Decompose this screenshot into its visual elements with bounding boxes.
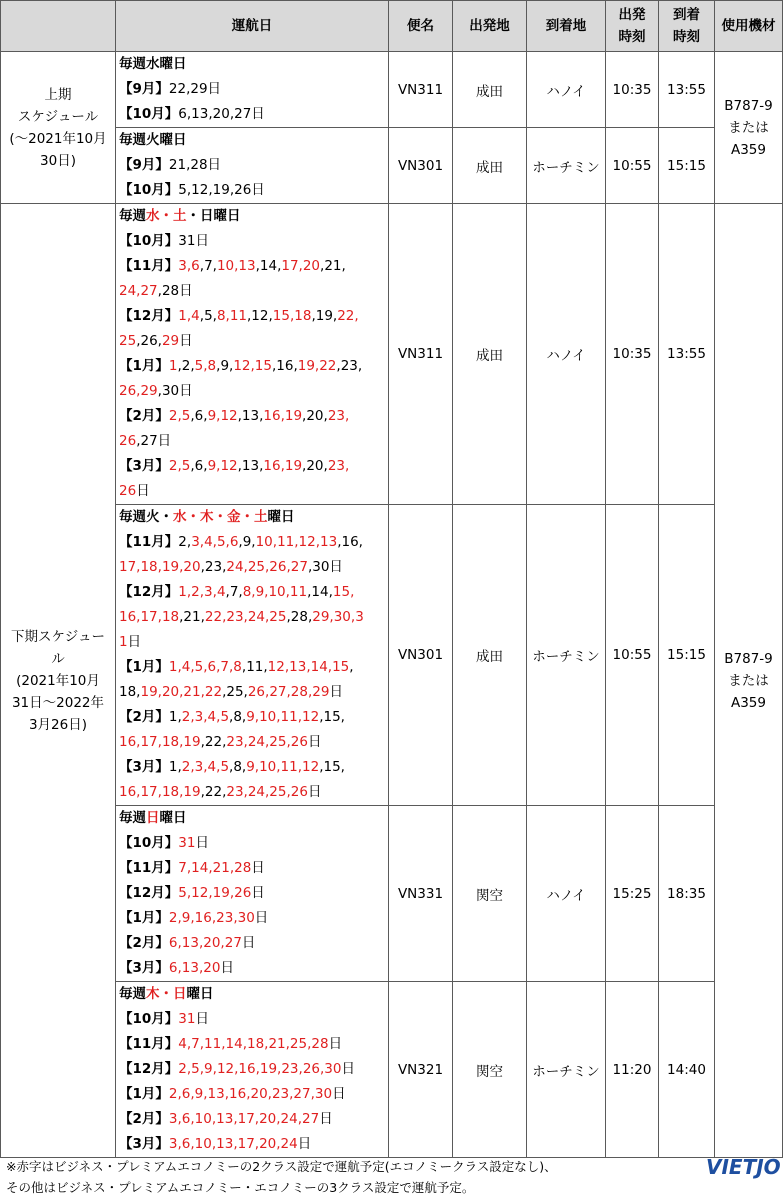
date-segment: ,23, [336,358,363,374]
date-segment: ,11, [241,659,268,675]
date-segment: 木・日 [146,986,187,1002]
date-segment: 日 [241,935,256,951]
date-segment: 日 [251,885,265,901]
date-segment: 21,28日 [168,157,222,173]
date-segment: 日 [127,634,142,650]
date-segment: 【1月】 [119,910,169,926]
date-segment: 29 [161,333,180,349]
date-line [119,1082,388,1107]
origin-cell: 成田 [453,505,527,806]
origin-cell: 成田 [453,204,527,505]
date-segment: ,8, [229,759,247,775]
date-line [119,705,388,730]
arrival-cell: 15:15 [659,128,715,204]
date-segment: 7,14,21,28 [178,860,252,876]
date-segment: ,15, [319,709,345,725]
date-line [119,856,388,881]
date-segment: 日 [195,835,209,851]
date-segment: 【3月】 [119,1136,169,1152]
date-segment: ,7, [225,584,243,600]
date-segment: 23, [327,458,350,474]
dates-cell [116,204,389,505]
dates-cell [116,128,389,204]
date-segment: , [349,659,354,675]
date-segment: ,27日 [136,433,172,449]
date-segment: 【1月】 [119,659,169,675]
date-segment: ,15, [319,759,345,775]
date-segment: 23,24,25,26 [226,734,308,750]
date-segment: 22, [337,308,359,324]
date-line [119,454,388,479]
destination-cell: ハノイ [527,204,606,505]
dates-cell [116,806,389,982]
date-segment: 【11月】 [119,860,179,876]
date-segment: ,20, [302,458,328,474]
date-segment: 26,29 [119,383,158,399]
date-line [119,1032,388,1057]
date-segment: 31 [178,835,196,851]
date-segment: 9,10,11,12 [246,759,320,775]
date-line [119,680,388,705]
date-segment: 【9月】 [119,157,169,173]
date-segment: 6,13,20 [168,960,221,976]
date-segment: ,22, [200,784,227,800]
date-line [119,1107,388,1132]
date-line [119,1007,388,1032]
date-segment: 【2月】 [119,1111,169,1127]
date-segment: 5,8 [194,358,217,374]
dates-cell [116,52,389,128]
date-segment: 16,19 [263,458,303,474]
second-aircraft-cell: B787-9 または A359 [715,204,783,1158]
date-segment: 毎週水曜日 [119,56,187,72]
date-segment: 【12月】 [119,584,179,600]
flight-cell: VN301 [389,505,453,806]
date-segment: 2,5 [168,408,191,424]
header-aircraft: 使用機材 [715,1,783,52]
date-segment: 【10月】 [119,835,179,851]
date-segment: 日 [220,960,234,976]
date-segment: ,30日 [307,559,343,575]
flight-cell: VN311 [389,52,453,128]
date-segment: 日 [341,1061,355,1077]
date-segment: ,9, [216,358,234,374]
date-line [119,279,388,304]
destination-cell: ハノイ [527,806,606,982]
table-row [1,204,783,505]
date-line [119,555,388,580]
date-line [119,379,388,404]
date-line [119,153,388,178]
departure-cell: 10:55 [606,505,659,806]
date-segment: 【3月】 [119,759,169,775]
date-segment: 9,12 [207,458,238,474]
flight-cell: VN331 [389,806,453,982]
date-segment: ,14, [307,584,333,600]
date-segment: 12,13,14,15 [267,659,350,675]
date-segment: ,5, [199,308,217,324]
destination-cell: ハノイ [527,52,606,128]
header-row [1,1,783,52]
arrival-cell: 13:55 [659,204,715,505]
date-segment: 日 [332,1086,346,1102]
date-segment: 【2月】 [119,709,169,725]
date-segment: 25 [119,333,137,349]
date-segment: ,20, [302,408,328,424]
arrival-cell: 18:35 [659,806,715,982]
flight-cell: VN311 [389,204,453,505]
date-segment: 6,13,20,27 [168,935,242,951]
date-segment: 毎週火曜日 [119,132,187,148]
header-arrival: 到着 時刻 [659,1,715,52]
date-segment: 毎週火・ [119,509,173,525]
date-segment: ,28, [286,609,313,625]
date-segment: 5,12,19,26日 [178,182,265,198]
date-segment: 曜日 [159,810,187,826]
date-segment: 16,17,18,19 [119,734,201,750]
departure-cell: 15:25 [606,806,659,982]
date-segment: 2,3,4,5 [181,709,230,725]
date-segment: ,2, [177,358,195,374]
date-segment: 日 [329,684,343,700]
date-segment: 12,15 [233,358,272,374]
date-segment: 日 [307,784,322,800]
date-segment: 毎週 [119,810,146,826]
date-segment: 【1月】 [119,1086,169,1102]
arrival-cell: 14:40 [659,982,715,1158]
date-segment: 24,25,26,27 [226,559,308,575]
date-segment: ,22, [200,734,227,750]
date-segment: 2,5,9,12,16,19,23,26,30 [178,1061,342,1077]
vietjo-logo: VIETJO [706,1155,781,1179]
date-line [119,881,388,906]
date-segment: 8,11 [216,308,248,324]
date-segment: 17,20 [281,258,321,274]
date-segment: 【3月】 [119,458,169,474]
table-row [1,806,783,982]
date-line [119,780,388,805]
second-period-cell: 下期スケジュー ル (2021年10月 31日～2022年 3月26日) [1,204,116,1158]
date-segment: 日 [195,1011,209,1027]
date-line [119,178,388,203]
date-line [119,479,388,504]
date-line [119,102,388,127]
date-segment: ,21, [320,258,346,274]
date-segment: ,30日 [157,383,193,399]
date-segment: 4,7,11,14,18,21,25,28 [178,1036,329,1052]
date-segment: 水・木・金・土 [173,509,268,525]
date-segment: ,21, [179,609,205,625]
date-segment: 18, [119,684,141,700]
date-segment: 16,17,18,19 [119,784,201,800]
destination-cell: ホーチミン [527,128,606,204]
departure-cell: 10:35 [606,52,659,128]
date-segment: 24,27 [119,283,158,299]
date-line [119,906,388,931]
date-segment: 5,12,19,26 [178,885,252,901]
footnote-line: その他はビジネス・プレミアムエコノミー・エコノミーの3クラス設定で運航予定。 [6,1180,475,1195]
date-segment: 16,17,18 [119,609,180,625]
table-row [1,505,783,806]
date-segment: 3,4,5,6 [191,534,239,550]
date-segment: 2,9,16,23,30 [168,910,255,926]
date-segment: 3,6,10,13,17,20,24 [168,1136,298,1152]
date-segment: 10,11,12,13 [255,534,338,550]
date-segment: 2,3,4,5 [181,759,230,775]
date-segment: 9,10,11,12 [246,709,320,725]
date-line [119,52,388,77]
date-line [119,429,388,454]
date-segment: 26 [119,433,137,449]
origin-cell: 関空 [453,806,527,982]
date-segment: 【10月】 [119,233,179,249]
origin-cell: 成田 [453,128,527,204]
date-segment: 1, [168,759,182,775]
footnote [6,1156,557,1198]
footnote-line: ※赤字はビジネス・プレミアムエコノミーの2クラス設定で運航予定(エコノミークラス設定なし)、 [6,1159,557,1174]
date-segment: ,16, [337,534,363,550]
date-line [119,254,388,279]
flight-cell: VN301 [389,128,453,204]
date-line [119,229,388,254]
date-segment: ,12, [247,308,273,324]
arrival-cell: 13:55 [659,52,715,128]
date-segment: 日 [251,860,265,876]
date-segment: 23,24,25,26 [226,784,308,800]
date-segment: 19,20,21,22 [140,684,223,700]
date-segment: 15,18 [272,308,312,324]
table-row [1,52,783,128]
date-segment: 22,29日 [168,81,222,97]
date-line [119,1057,388,1082]
date-segment: 日 [328,1036,343,1052]
date-segment: 【10月】 [119,1011,179,1027]
date-segment: 日 [319,1111,333,1127]
date-line [119,329,388,354]
date-segment: 1 [168,358,178,374]
date-line [119,77,388,102]
date-segment: 3,6 [178,258,200,274]
date-segment: 1, [168,709,182,725]
date-segment: 1,4 [178,308,200,324]
date-segment: 【2月】 [119,935,169,951]
first-period-cell: 上期 スケジュール (～2021年10月 30日) [1,52,116,204]
date-line [119,605,388,630]
date-line [119,505,388,530]
date-segment: 2,6,9,13,16,20,23,27,30 [168,1086,333,1102]
date-segment: 22,23,24,25 [204,609,287,625]
date-line [119,831,388,856]
date-segment: ・日曜日 [186,208,241,224]
date-segment: ,9, [238,534,256,550]
date-segment: 水・土 [146,208,187,224]
date-segment: ,7, [199,258,217,274]
date-segment: 【10月】 [119,182,179,198]
date-line [119,304,388,329]
date-line [119,931,388,956]
date-segment: 毎週 [119,208,146,224]
date-line [119,1132,388,1157]
date-segment: 16,19 [263,408,303,424]
date-line [119,755,388,780]
date-segment: 1 [119,634,128,650]
date-line [119,806,388,831]
date-segment: 31 [178,1011,196,1027]
date-segment: 【12月】 [119,885,179,901]
date-segment: 日 [146,810,160,826]
date-segment: ,6, [190,408,208,424]
date-segment: 【11月】 [119,1036,179,1052]
date-segment: 31日 [178,233,209,249]
table-row [1,128,783,204]
date-segment: 【3月】 [119,960,169,976]
departure-cell: 10:35 [606,204,659,505]
date-segment: 8,9,10,11 [242,584,308,600]
header-origin: 出発地 [453,1,527,52]
date-segment: ,26, [136,333,162,349]
date-segment: 日 [254,910,269,926]
header-departure: 出発 時刻 [606,1,659,52]
header-destination: 到着地 [527,1,606,52]
date-line [119,630,388,655]
header-blank [1,1,116,52]
date-line [119,530,388,555]
date-segment: ,19, [311,308,338,324]
date-segment: 23, [327,408,350,424]
date-segment: 10,13 [216,258,256,274]
date-line [119,204,388,229]
date-line [119,128,388,153]
date-segment: 日 [179,333,193,349]
date-line [119,655,388,680]
date-segment: ,28日 [157,283,193,299]
date-segment: 9,12 [207,408,238,424]
date-segment: 29,30,3 [312,609,364,625]
date-segment: 26,27,28,29 [247,684,330,700]
date-segment: ,23, [200,559,227,575]
date-segment: 1,4,5,6,7,8 [168,659,242,675]
date-segment: ,8, [229,709,247,725]
date-segment: 3,6,10,13,17,20,24,27 [168,1111,320,1127]
date-line [119,730,388,755]
date-segment: ,13, [237,408,264,424]
dates-cell [116,982,389,1158]
date-line [119,982,388,1007]
date-segment: 【1月】 [119,358,169,374]
date-segment: 【12月】 [119,1061,179,1077]
date-segment: 曜日 [267,509,295,525]
date-segment: 2, [178,534,192,550]
date-segment: 【12月】 [119,308,179,324]
date-segment: 日 [136,483,150,499]
dates-cell [116,505,389,806]
date-segment: 17,18,19,20 [119,559,201,575]
table-row [1,982,783,1158]
date-segment: 26 [119,483,137,499]
date-segment: ,13, [237,458,264,474]
date-segment: 【11月】 [119,258,179,274]
arrival-cell: 15:15 [659,505,715,806]
date-segment: ,6, [190,458,208,474]
date-segment: 6,13,20,27日 [178,106,265,122]
departure-cell: 11:20 [606,982,659,1158]
destination-cell: ホーチミン [527,982,606,1158]
date-segment: ,25, [222,684,248,700]
date-segment: 1,2,3,4 [178,584,226,600]
date-segment: 【9月】 [119,81,169,97]
date-segment: 日 [297,1136,312,1152]
header-flight: 便名 [389,1,453,52]
date-segment: 2,5 [168,458,191,474]
date-segment: 【2月】 [119,408,169,424]
date-segment: ,14, [255,258,282,274]
date-segment: 【11月】 [119,534,179,550]
header-date: 運航日 [116,1,389,52]
destination-cell: ホーチミン [527,505,606,806]
date-segment: 曜日 [186,986,214,1002]
date-segment: 【10月】 [119,106,179,122]
date-line [119,580,388,605]
date-segment: ,16, [271,358,298,374]
date-segment: 19,22 [297,358,337,374]
date-segment: 毎週 [119,986,146,1002]
date-line [119,404,388,429]
origin-cell: 成田 [453,52,527,128]
date-segment: 15, [332,584,355,600]
origin-cell: 関空 [453,982,527,1158]
date-segment: 日 [307,734,322,750]
first-aircraft-cell: B787-9 または A359 [715,52,783,204]
flight-cell: VN321 [389,982,453,1158]
date-line [119,354,388,379]
departure-cell: 10:55 [606,128,659,204]
date-line [119,956,388,981]
